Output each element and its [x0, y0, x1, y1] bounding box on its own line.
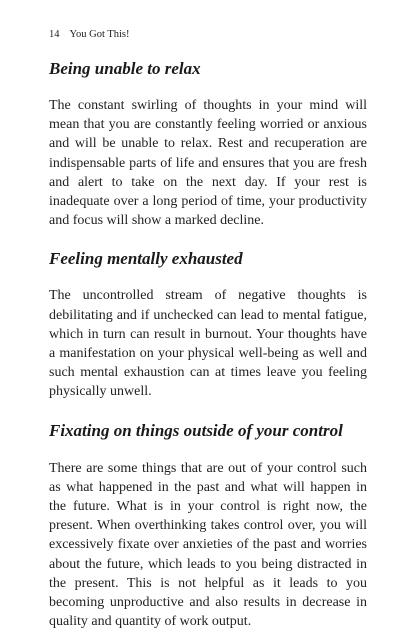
section-paragraph: The constant swirling of thoughts in your mind will mean that you are constantly feeling worried or anxious and will be unable to relax. Rest and recuperation are indispensable parts of life and ensures that you are fresh and alert to take on the next day. If your rest is inadequate over a long period of time, your productivity and focus will show a marked decline. — [49, 98, 367, 229]
section-heading: Being unable to relax — [49, 59, 201, 78]
section-heading: Fixating on things outside of your control — [49, 420, 343, 440]
section-fixating-outside-control — [49, 420, 367, 632]
section-paragraph: The uncontrolled stream of negative thoughts is debilitating and if unchecked can lead to mental fatigue, which in turn can result in burnout. Your thoughts have a manifestation on your physical well-being as well and such mental exhaustion can at times leave you feeling physically unwell. — [49, 288, 367, 400]
section-feeling-mentally-exhausted — [49, 248, 367, 401]
section-heading: Feeling mentally exhausted — [49, 249, 243, 269]
section-being-unable-to-relax — [49, 58, 367, 230]
page-content — [49, 56, 367, 631]
section-paragraph: There are some things that are out of your control such as what happened in the past and what will happen in the future. What is in your control is right now, the present. When overthinking takes control over, you will excessively fixate over anxieties of the past and worries about the future, which leads to you being distracted in the present. This is not helpful as it leads to you becoming unproductive and also results in decrease in quality and quantity of work output. — [49, 460, 367, 630]
page-number: 14 — [49, 29, 60, 40]
running-title: You Got This! — [69, 29, 130, 40]
running-head — [49, 29, 130, 40]
